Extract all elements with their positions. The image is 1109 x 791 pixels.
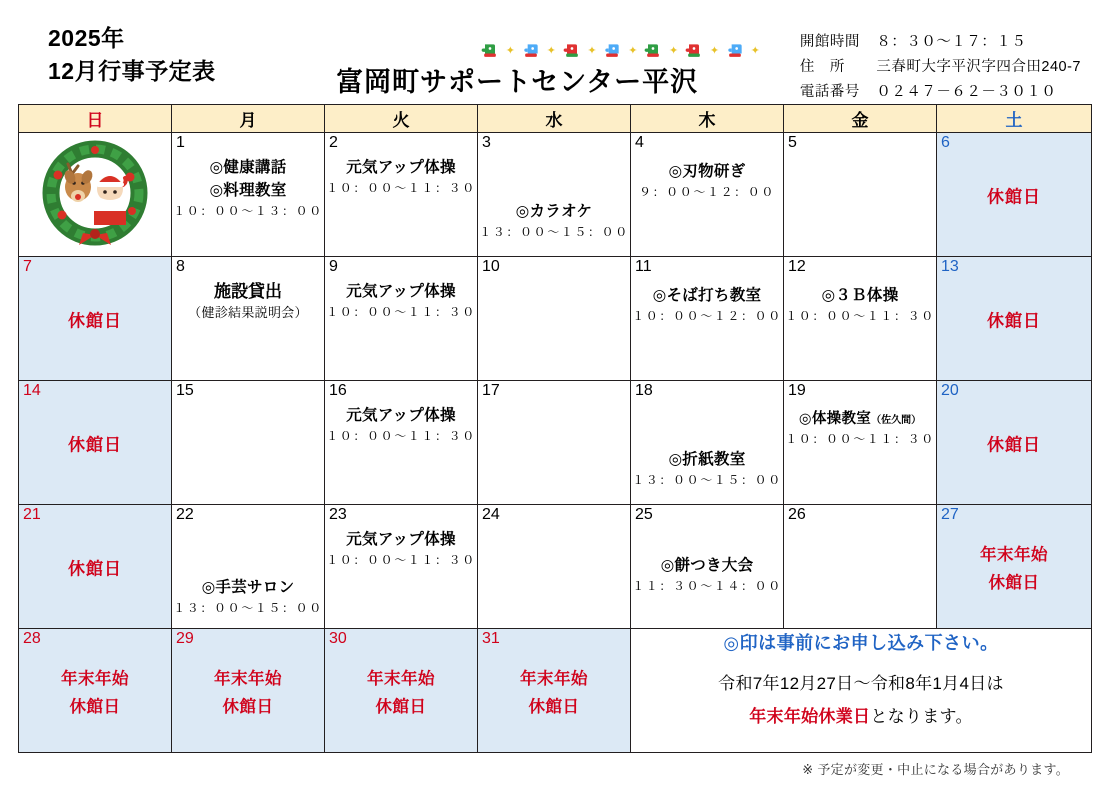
day-events bbox=[631, 257, 783, 325]
closed-label: 休館日 bbox=[375, 697, 427, 716]
year-end-label: 年末年始 bbox=[520, 669, 588, 688]
sparkle-icon: ✦ bbox=[628, 44, 638, 57]
event-time: １０：００～１２：００ bbox=[632, 309, 782, 324]
day-cell-29 bbox=[172, 629, 325, 753]
day-cell-4 bbox=[631, 133, 784, 257]
mitten-red-icon bbox=[562, 41, 582, 61]
day-number: 30 bbox=[329, 630, 347, 647]
event-subnote: （健診結果説明会） bbox=[188, 305, 308, 321]
closed-label: 休館日 bbox=[68, 435, 122, 454]
weekday-wed: 水 bbox=[478, 105, 631, 133]
info-line-hours bbox=[800, 30, 1081, 55]
event-name: 元気アップ体操 bbox=[346, 531, 456, 548]
day-cell-7 bbox=[19, 257, 172, 381]
day-number: 4 bbox=[635, 134, 644, 151]
sparkle-icon: ✦ bbox=[750, 44, 760, 57]
mitten-blue-icon bbox=[521, 41, 541, 61]
event-annotation: （佐久間） bbox=[871, 415, 922, 426]
year-end-label: 年末年始 bbox=[61, 669, 129, 688]
day-events bbox=[325, 381, 477, 445]
day-number: 26 bbox=[788, 506, 806, 523]
notice-closure-rest: となります。 bbox=[870, 707, 973, 726]
calendar-week-row bbox=[19, 381, 1092, 505]
sparkle-icon: ✦ bbox=[669, 44, 679, 57]
event-time: １０：００～１３：００ bbox=[173, 204, 323, 219]
weekday-mon: 月 bbox=[172, 105, 325, 133]
day-number: 10 bbox=[482, 258, 500, 275]
year-end-closed-notice bbox=[19, 665, 171, 721]
day-cell-27 bbox=[937, 505, 1092, 629]
closed-label: 休館日 bbox=[987, 435, 1041, 454]
calendar-table bbox=[18, 104, 1092, 753]
event-time: １０：００～１１：３０ bbox=[326, 429, 476, 444]
day-number: 24 bbox=[482, 506, 500, 523]
title-block bbox=[48, 22, 216, 89]
event-name: ◎料理教室 bbox=[209, 182, 287, 200]
closed-label: 休館日 bbox=[987, 311, 1041, 330]
year-end-label: 年末年始 bbox=[214, 669, 282, 688]
day-cell-9 bbox=[325, 257, 478, 381]
day-cell-25 bbox=[631, 505, 784, 629]
year-end-closed-notice bbox=[172, 665, 324, 721]
day-number: 3 bbox=[482, 134, 491, 151]
day-number: 8 bbox=[176, 258, 185, 275]
weekday-header-row bbox=[19, 105, 1092, 133]
closed-label: 休館日 bbox=[222, 697, 274, 716]
closed-label: 休館日 bbox=[68, 559, 122, 578]
info-label: 電話番号 bbox=[799, 83, 860, 100]
event-name: 元気アップ体操 bbox=[346, 283, 456, 300]
day-events bbox=[325, 257, 477, 321]
day-cell-20 bbox=[937, 381, 1092, 505]
event-name: ◎カラオケ bbox=[515, 203, 593, 220]
year-end-label: 年末年始 bbox=[367, 669, 435, 688]
event-name: ◎刃物研ぎ bbox=[668, 163, 746, 180]
closed-notice bbox=[937, 182, 1091, 207]
year-end-label: 年末年始 bbox=[980, 545, 1048, 564]
event-time: １０：００～１１：３０ bbox=[785, 431, 935, 446]
day-cell-13 bbox=[937, 257, 1092, 381]
notice-cell bbox=[631, 629, 1092, 753]
event-name: 元気アップ体操 bbox=[346, 159, 456, 176]
day-events bbox=[631, 505, 783, 595]
year-label: 2025年 bbox=[48, 25, 125, 51]
event-time: １０：００～１１：３０ bbox=[326, 305, 476, 320]
closed-label: 休館日 bbox=[528, 697, 580, 716]
event-time: １１：３０～１４：００ bbox=[632, 579, 782, 594]
closed-label: 休館日 bbox=[68, 311, 122, 330]
event-name: ◎健康講話 bbox=[209, 159, 287, 176]
day-events bbox=[172, 281, 324, 322]
event-time: ９：００～１２：００ bbox=[638, 185, 775, 200]
day-number: 19 bbox=[788, 382, 806, 399]
day-cell-17 bbox=[478, 381, 631, 505]
closed-label: 休館日 bbox=[69, 697, 121, 716]
day-cell-18 bbox=[631, 381, 784, 505]
day-cell-10 bbox=[478, 257, 631, 381]
day-number: 29 bbox=[176, 630, 194, 647]
event-name: 元気アップ体操 bbox=[346, 407, 456, 424]
day-cell-22 bbox=[172, 505, 325, 629]
day-cell-6 bbox=[937, 133, 1092, 257]
info-label: 住 所 bbox=[799, 58, 845, 75]
day-cell-5 bbox=[784, 133, 937, 257]
mitten-green-icon bbox=[480, 41, 500, 61]
day-number: 21 bbox=[23, 506, 41, 523]
day-cell-24 bbox=[478, 505, 631, 629]
closed-notice bbox=[937, 430, 1091, 455]
event-name: ◎手芸サロン bbox=[201, 579, 295, 596]
day-number: 2 bbox=[329, 134, 338, 151]
sparkle-icon: ✦ bbox=[505, 44, 516, 57]
day-number: 22 bbox=[176, 506, 194, 523]
page-header bbox=[18, 14, 1091, 102]
day-cell-26 bbox=[784, 505, 937, 629]
weekday-thu: 木 bbox=[631, 105, 784, 133]
day-cell-2 bbox=[325, 133, 478, 257]
day-number: 25 bbox=[635, 506, 653, 523]
day-events bbox=[478, 133, 630, 241]
event-name: ◎餅つき大会 bbox=[660, 557, 754, 574]
event-time: １３：００～１５：００ bbox=[632, 473, 782, 488]
mitten-blue-icon bbox=[602, 41, 622, 61]
day-number: 9 bbox=[329, 258, 338, 275]
day-number: 15 bbox=[176, 382, 194, 399]
day-number: 28 bbox=[23, 630, 41, 647]
info-value: 三春町大字平沢字四合田240-7 bbox=[876, 58, 1081, 75]
event-name: ◎３Ｂ体操 bbox=[821, 287, 899, 304]
day-number: 31 bbox=[482, 630, 500, 647]
day-number: 6 bbox=[941, 134, 950, 151]
notice-period: 令和7年12月27日～令和8年1月4日は bbox=[718, 674, 1004, 693]
day-cell-14 bbox=[19, 381, 172, 505]
day-number: 16 bbox=[329, 382, 347, 399]
info-line-phone bbox=[800, 80, 1081, 105]
info-value: ８：３０～１７：１５ bbox=[876, 34, 1027, 50]
facility-info bbox=[800, 30, 1081, 105]
calendar-week-row bbox=[19, 505, 1092, 629]
day-cell-wreath bbox=[19, 133, 172, 257]
closed-notice bbox=[937, 306, 1091, 331]
mitten-red-icon bbox=[684, 41, 704, 61]
sparkle-icon: ✦ bbox=[546, 44, 556, 57]
day-number: 12 bbox=[788, 258, 806, 275]
event-time: １０：００～１１：３０ bbox=[326, 553, 476, 568]
sparkle-icon: ✦ bbox=[709, 44, 720, 57]
day-number: 11 bbox=[635, 258, 652, 275]
day-events bbox=[784, 257, 936, 325]
day-cell-12 bbox=[784, 257, 937, 381]
weekday-tue: 火 bbox=[325, 105, 478, 133]
day-number: 14 bbox=[23, 382, 41, 399]
day-number: 18 bbox=[635, 382, 653, 399]
event-name bbox=[784, 410, 936, 429]
event-name-text: ◎体操教室 bbox=[798, 411, 872, 427]
notice-closure-highlight: 年末年始休業日 bbox=[749, 707, 871, 726]
calendar-week-row bbox=[19, 133, 1092, 257]
event-time: １３：００～１５：００ bbox=[479, 225, 629, 240]
event-name: ◎折紙教室 bbox=[668, 451, 746, 468]
footnote: ※ 予定が変更・中止になる場合があります。 bbox=[802, 762, 1069, 777]
closed-notice bbox=[19, 430, 171, 455]
day-number: 17 bbox=[482, 382, 500, 399]
info-line-address bbox=[800, 55, 1081, 80]
day-cell-19 bbox=[784, 381, 937, 505]
christmas-wreath-icon bbox=[32, 139, 158, 251]
day-cell-31 bbox=[478, 629, 631, 753]
closed-notice bbox=[19, 554, 171, 579]
center-title: 富岡町サポートセンター平沢 bbox=[336, 67, 699, 97]
day-cell-21 bbox=[19, 505, 172, 629]
calendar-week-row bbox=[19, 629, 1092, 753]
day-events bbox=[784, 381, 936, 447]
day-number: 5 bbox=[788, 134, 797, 151]
calendar-week-row bbox=[19, 257, 1092, 381]
event-time: １０：００～１１：３０ bbox=[326, 181, 476, 196]
event-name: 施設貸出 bbox=[214, 282, 282, 301]
day-number: 7 bbox=[23, 258, 32, 275]
day-cell-30 bbox=[325, 629, 478, 753]
day-cell-1 bbox=[172, 133, 325, 257]
day-events bbox=[325, 133, 477, 197]
mitten-green-icon bbox=[643, 41, 663, 61]
day-number: 13 bbox=[941, 258, 959, 275]
year-end-closed-notice bbox=[325, 665, 477, 721]
event-time: １３：００～１５：００ bbox=[173, 601, 323, 616]
day-events bbox=[631, 381, 783, 489]
day-cell-16 bbox=[325, 381, 478, 505]
event-time: １０：００～１１：３０ bbox=[785, 309, 935, 324]
info-label: 開館時間 bbox=[799, 34, 860, 50]
year-end-closed-notice bbox=[478, 665, 630, 721]
day-cell-28 bbox=[19, 629, 172, 753]
day-number: 20 bbox=[941, 382, 959, 399]
day-number: 27 bbox=[941, 506, 959, 523]
weekday-sun: 日 bbox=[19, 105, 172, 133]
day-cell-11 bbox=[631, 257, 784, 381]
day-events bbox=[631, 133, 783, 201]
day-cell-3 bbox=[478, 133, 631, 257]
day-number: 23 bbox=[329, 506, 347, 523]
day-events bbox=[172, 505, 324, 617]
day-events bbox=[172, 133, 324, 220]
day-cell-8 bbox=[172, 257, 325, 381]
info-value: ０２４７－６２－３０１０ bbox=[876, 83, 1057, 100]
event-name: ◎そば打ち教室 bbox=[652, 287, 762, 304]
day-cell-23 bbox=[325, 505, 478, 629]
sparkle-icon: ✦ bbox=[587, 44, 597, 57]
closed-label: 休館日 bbox=[987, 187, 1041, 206]
closed-label: 休館日 bbox=[988, 573, 1040, 592]
weekday-sat: 土 bbox=[937, 105, 1092, 133]
notice-reservation: ◎印は事前にお申し込み下さい。 bbox=[723, 633, 999, 653]
mitten-blue-icon bbox=[725, 41, 745, 61]
day-number: 1 bbox=[176, 134, 185, 151]
year-end-closed-notice bbox=[937, 541, 1091, 597]
page-title: 12月行事予定表 bbox=[48, 58, 216, 85]
notice-closure bbox=[631, 702, 1091, 727]
day-events bbox=[325, 505, 477, 569]
closed-notice bbox=[19, 306, 171, 331]
day-cell-15 bbox=[172, 381, 325, 505]
weekday-fri: 金 bbox=[784, 105, 937, 133]
